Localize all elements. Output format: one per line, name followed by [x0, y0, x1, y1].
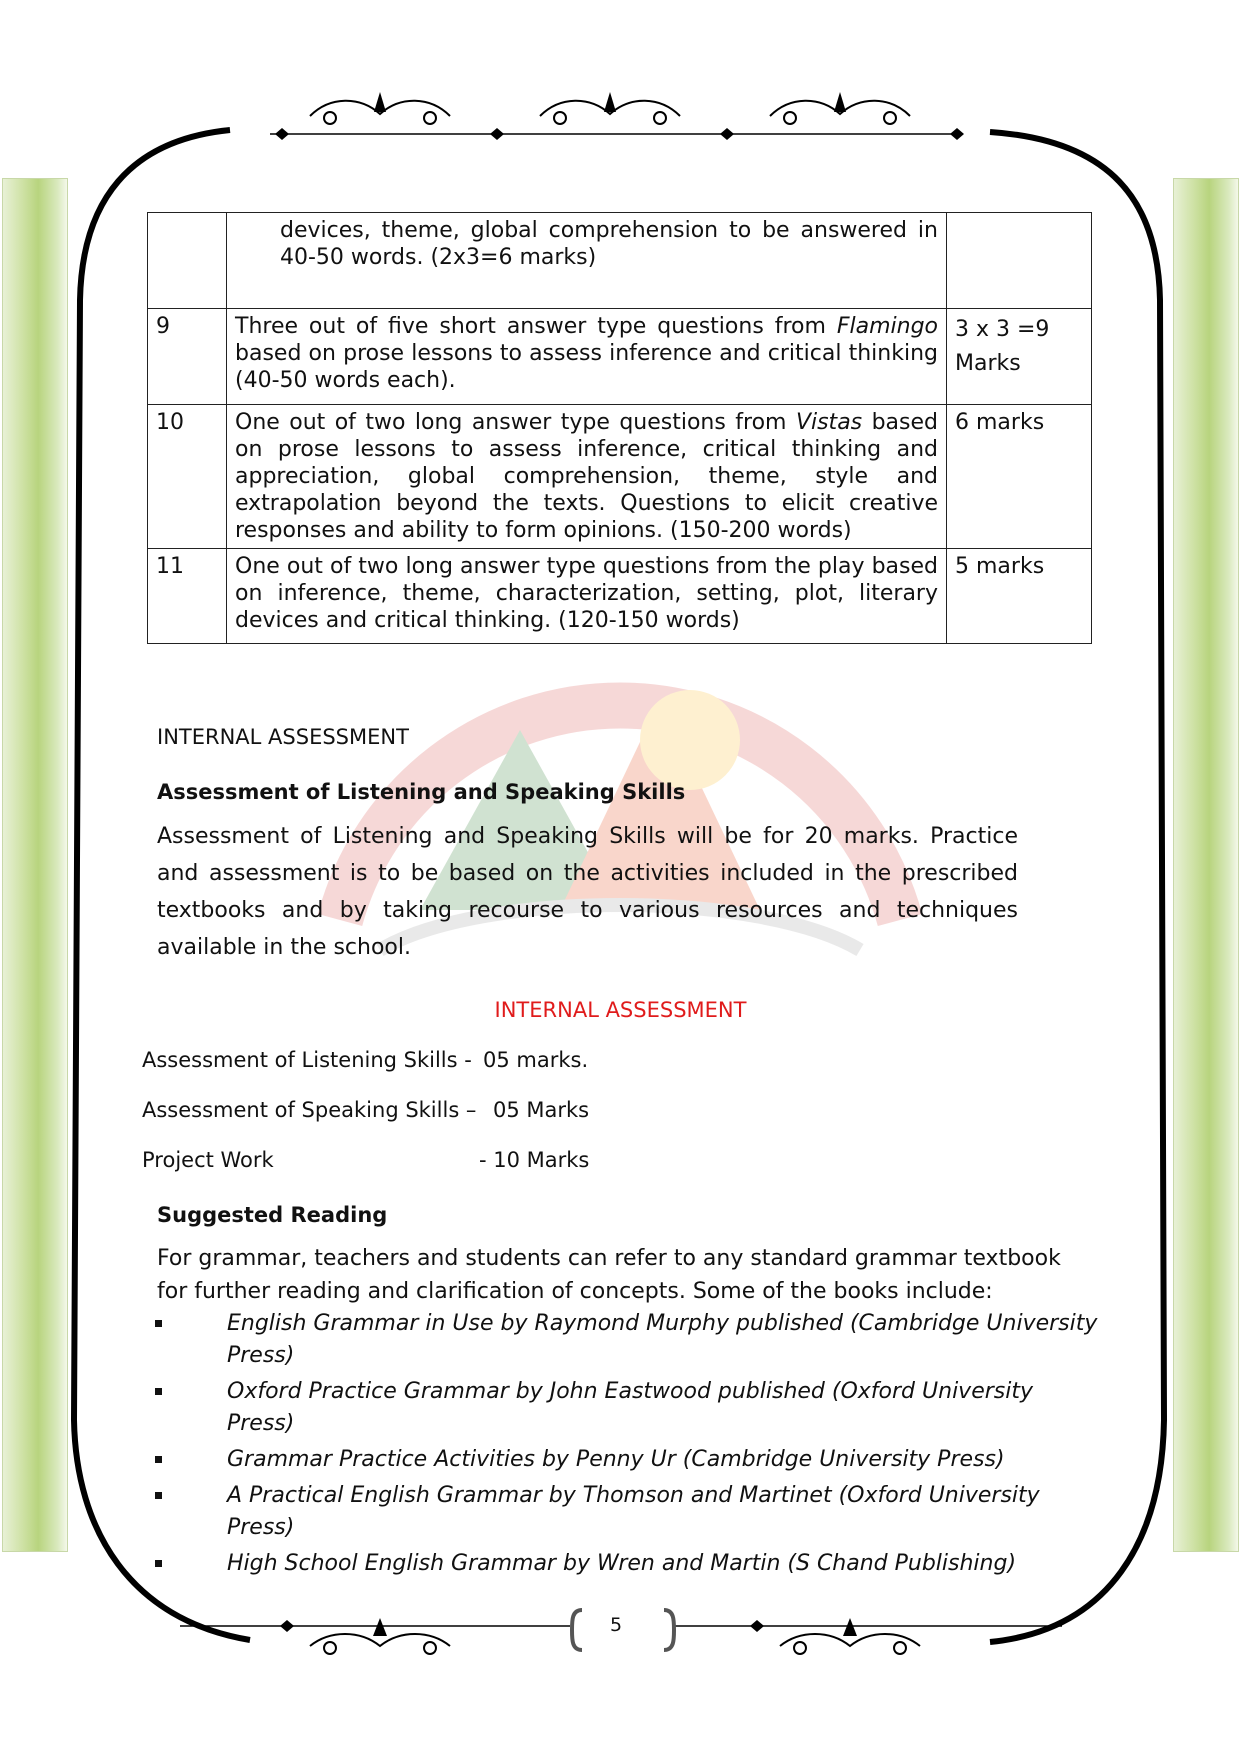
row-marks: 5 marks — [947, 549, 1092, 644]
list-item: Grammar Practice Activities by Penny Ur (Cambridge University Press) — [155, 1444, 1105, 1476]
table-row — [148, 309, 1092, 405]
page-number: 5 — [610, 1614, 623, 1636]
internal-assessment-heading: INTERNAL ASSESSMENT — [157, 725, 409, 749]
question-marks-table — [147, 212, 1092, 644]
suggested-reading-heading: Suggested Reading — [157, 1203, 388, 1227]
listening-speaking-heading: Assessment of Listening and Speaking Skills — [157, 780, 686, 804]
row-number: 11 — [148, 549, 227, 644]
table-row — [148, 405, 1092, 549]
bullet-icon — [155, 1560, 162, 1567]
row-marks: 3 x 3 =9 Marks — [947, 309, 1092, 405]
row-description: One out of two long answer type questions from Vistas based on prose lessons to assess inference, critical thinking and appreciation, global comprehension, theme, style and extrapolation beyond the texts. Questions to elicit creative responses and ability to form opinions. (150-200 words) — [227, 405, 947, 549]
breakdown-value: - 10 Marks — [479, 1148, 590, 1172]
bullet-icon — [155, 1320, 162, 1327]
table-row — [148, 213, 1092, 309]
breakdown-label: Assessment of Listening Skills - — [142, 1048, 472, 1072]
bottom-right-flourish-ornament — [740, 1606, 940, 1676]
book-title-vistas: Vistas — [795, 410, 863, 435]
list-item: High School English Grammar by Wren and Martin (S Chand Publishing) — [155, 1548, 1105, 1580]
table-row — [148, 549, 1092, 644]
suggested-reading-intro: For grammar, teachers and students can refer to any standard grammar textbook for further reading and clarification of concepts. Some of the books include: — [157, 1246, 1061, 1304]
list-item: A Practical English Grammar by Thomson and Martinet (Oxford University Press) — [155, 1480, 1105, 1544]
listening-speaking-paragraph: Assessment of Listening and Speaking Skills will be for 20 marks. Practice and assessment is to be based on the activities included in the prescribed textbooks and by taking recourse to various resources and techniques available in the school. — [157, 824, 1018, 960]
breakdown-label: Assessment of Speaking Skills – — [142, 1098, 477, 1122]
book-list — [155, 1308, 1105, 1584]
row-number — [148, 213, 227, 309]
row-marks: 6 marks — [947, 405, 1092, 549]
top-flourish-ornament — [270, 86, 970, 146]
bullet-icon — [155, 1492, 162, 1499]
row-description: devices, theme, global comprehension to be answered in 40-50 words. (2x3=6 marks) — [227, 213, 947, 309]
row-description: One out of two long answer type questions from the play based on inference, theme, characterization, setting, plot, literary devices and critical thinking. (120-150 words) — [227, 549, 947, 644]
bullet-icon — [155, 1388, 162, 1395]
breakdown-value: 05 marks. — [483, 1048, 589, 1072]
internal-assessment-red-heading: INTERNAL ASSESSMENT — [494, 998, 747, 1022]
book-title-flamingo: Flamingo — [836, 314, 938, 339]
list-item: English Grammar in Use by Raymond Murphy published (Cambridge University Press) — [155, 1308, 1105, 1372]
bottom-left-flourish-ornament — [270, 1606, 470, 1676]
page-number-brackets — [568, 1606, 678, 1654]
breakdown-label: Project Work — [142, 1148, 274, 1172]
breakdown-value: 05 Marks — [493, 1098, 590, 1122]
row-description: Three out of five short answer type questions from Flamingo based on prose lessons to assess inference and critical thinking (40-50 words each). — [227, 309, 947, 405]
row-number: 9 — [148, 309, 227, 405]
row-marks — [947, 213, 1092, 309]
list-item: Oxford Practice Grammar by John Eastwood published (Oxford University Press) — [155, 1376, 1105, 1440]
bullet-icon — [155, 1456, 162, 1463]
row-number: 10 — [148, 405, 227, 549]
